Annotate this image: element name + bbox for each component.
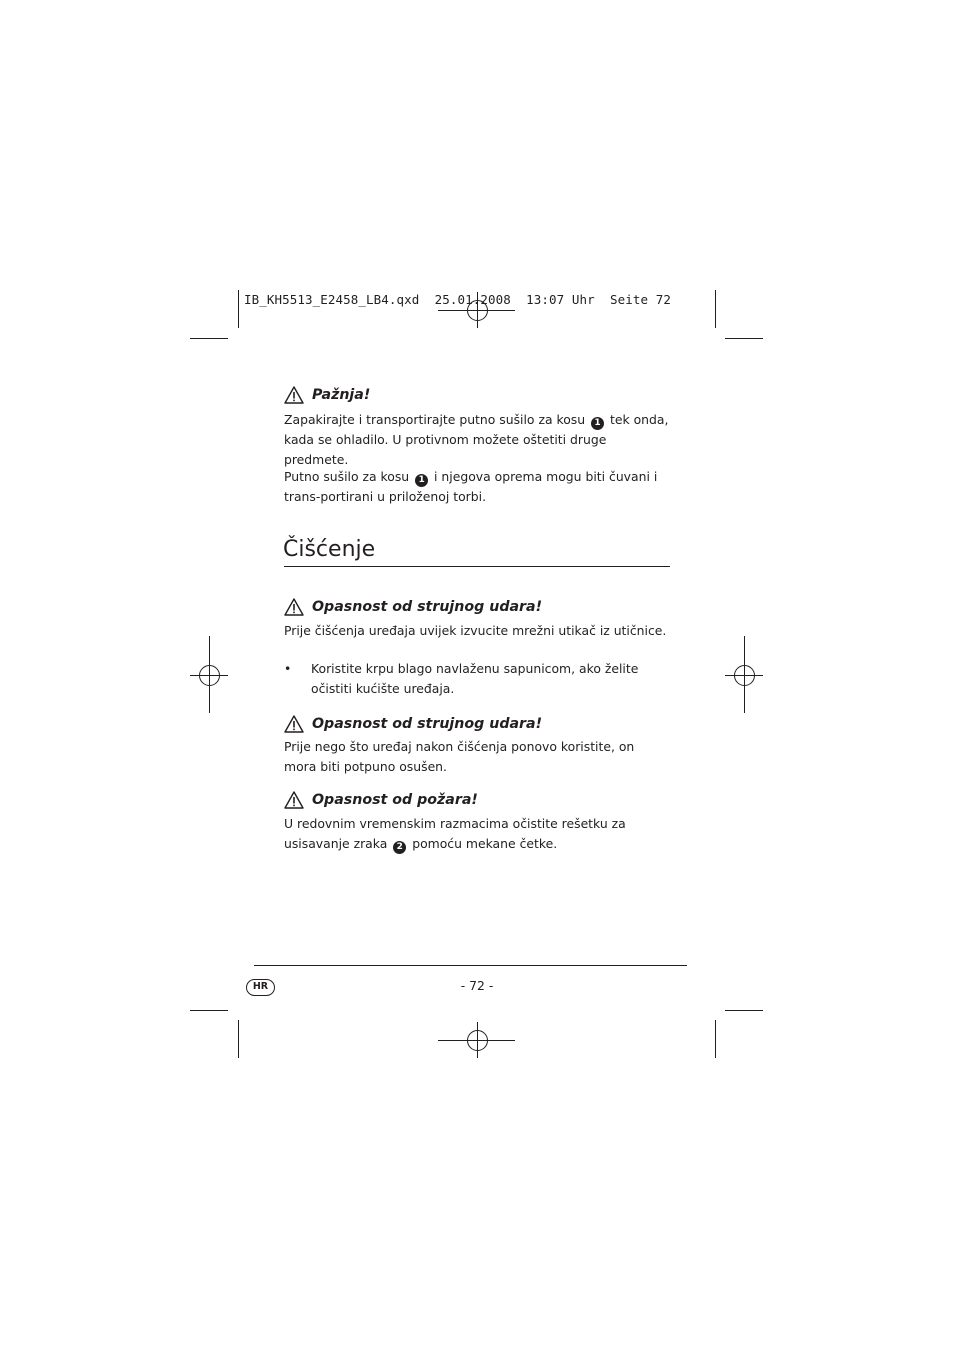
warning-text-shock-1: Prije čišćenja uređaja uvijek izvucite mrežni utikač iz utičnice. <box>284 623 667 638</box>
notice-heading-text: Pažnja! <box>312 387 371 403</box>
notice-paragraph-1: Zapakirajte i transportirajte putno sušilo za kosu 1 tek onda, kada se ohladilo. U protivnom možete oštetiti druge predmete. <box>284 412 669 467</box>
part-number-badge: 1 <box>415 474 428 487</box>
warning-triangle-icon <box>284 791 304 809</box>
warning-heading-shock-2: Opasnost od strujnog udara! <box>284 715 542 733</box>
language-badge: HR <box>246 979 275 996</box>
footer-rule <box>254 965 687 966</box>
section-title-rule <box>284 566 670 567</box>
warning-heading-shock-1: Opasnost od strujnog udara! <box>284 598 542 616</box>
warning-heading-fire: Opasnost od požara! <box>284 791 478 809</box>
list-item <box>284 659 670 699</box>
part-number-badge: 1 <box>591 417 604 430</box>
warning-triangle-icon <box>284 386 304 404</box>
bullet-marker: • <box>284 661 292 676</box>
print-slug-line: IB_KH5513_E2458_LB4.qxd 25.01.2008 13:07 Uhr Seite 72 <box>244 292 672 307</box>
warning-triangle-icon <box>284 715 304 733</box>
page-number: - 72 - <box>460 978 494 993</box>
warning-text-shock-2: Prije nego što uređaj nakon čišćenja ponovo koristite, on mora biti potpuno osušen. <box>284 739 635 774</box>
notice-paragraph-2: Putno sušilo za kosu 1 i njegova oprema mogu biti čuvani i trans-portirani u priloženoj torbi. <box>284 469 658 504</box>
notice-heading <box>284 386 370 404</box>
warning-text-fire: U redovnim vremenskim razmacima očistite rešetku za usisavanje zraka 2 pomoću mekane četke. <box>284 816 626 852</box>
warning-triangle-icon <box>284 598 304 616</box>
bullet-text: Koristite krpu blago navlaženu sapunicom, ako želite očistiti kućište uređaja. <box>311 661 639 696</box>
part-number-badge: 2 <box>393 841 406 854</box>
section-title: Čišćenje <box>283 537 376 562</box>
